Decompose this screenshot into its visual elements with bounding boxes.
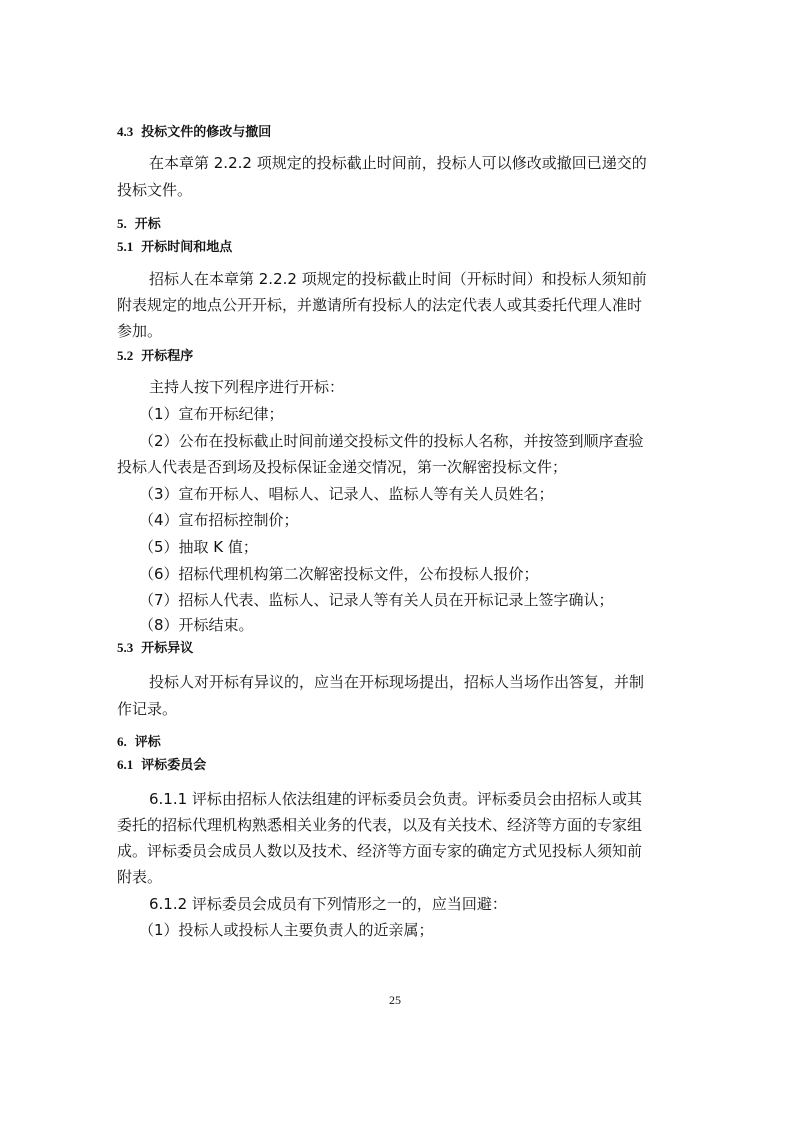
paragraph-line: 主持人按下列程序进行开标： <box>149 378 345 396</box>
list-item: （6）招标代理机构第二次解密投标文件，公布投标人报价； <box>139 565 539 583</box>
paragraph-line: 作记录。 <box>117 700 178 718</box>
list-item: （1）投标人或投标人主要负责人的近亲属； <box>139 921 434 939</box>
paragraph-line: 6.1.1 评标由招标人依法组建的评标委员会负责。评标委员会由招标人或其 <box>149 790 642 808</box>
section-number: 5.1 <box>117 239 134 254</box>
paragraph-line: 招标人在本章第 2.2.2 项规定的投标截止时间（开标时间）和投标人须知前 <box>149 270 647 288</box>
section-heading-5-2 <box>117 345 193 364</box>
paragraph-line: 在本章第 2.2.2 项规定的投标截止时间前，投标人可以修改或撤回已递交的 <box>149 154 647 172</box>
section-title: 投标文件的修改与撤回 <box>141 125 272 140</box>
section-heading-4-3 <box>117 121 271 140</box>
section-title: 开标程序 <box>141 349 194 364</box>
section-heading-5 <box>117 213 161 232</box>
section-title: 评标 <box>134 735 161 750</box>
paragraph-line: 成。评标委员会成员人数以及技术、经济等方面专家的确定方式见投标人须知前 <box>117 842 643 860</box>
section-number: 5.2 <box>117 348 134 363</box>
section-heading-5-3 <box>117 637 193 656</box>
section-heading-6 <box>117 731 161 750</box>
section-title: 开标异议 <box>141 641 194 656</box>
section-title: 开标 <box>134 217 161 232</box>
section-number: 6. <box>117 734 127 749</box>
section-number: 5. <box>117 216 127 231</box>
paragraph-line: 参加。 <box>117 322 163 340</box>
paragraph-line: 委托的招标代理机构熟悉相关业务的代表，以及有关技术、经济等方面的专家组 <box>117 816 643 834</box>
section-heading-6-1 <box>117 754 206 773</box>
list-item: （7）招标人代表、监标人、记录人等有关人员在开标记录上签字确认； <box>139 591 614 609</box>
paragraph-line: 6.1.2 评标委员会成员有下列情形之一的，应当回避： <box>149 895 507 913</box>
section-number: 6.1 <box>117 757 134 772</box>
section-number: 5.3 <box>117 640 134 655</box>
paragraph-line: 投标文件。 <box>117 181 193 199</box>
section-title: 开标时间和地点 <box>141 240 233 255</box>
page-number: 25 <box>389 993 401 1007</box>
paragraph-line: 投标人对开标有异议的，应当在开标现场提出，招标人当场作出答复，并制 <box>149 673 645 691</box>
section-heading-5-1 <box>117 236 232 255</box>
list-item: （1）宣布开标纪律； <box>139 405 284 423</box>
list-item: （2）公布在投标截止时间前递交投标文件的投标人名称，并按签到顺序查验 <box>139 432 644 450</box>
section-number: 4.3 <box>117 124 134 139</box>
list-item: （5）抽取 K 值； <box>139 538 258 556</box>
list-item: （3）宣布开标人、唱标人、记录人、监标人等有关人员姓名； <box>139 485 554 503</box>
list-item: （4）宣布招标控制价； <box>139 511 299 529</box>
paragraph-line: 投标人代表是否到场及投标保证金递交情况，第一次解密投标文件； <box>117 458 568 476</box>
section-title: 评标委员会 <box>141 758 207 773</box>
paragraph-line: 附表规定的地点公开开标，并邀请所有投标人的法定代表人或其委托代理人准时 <box>117 296 643 314</box>
paragraph-line: 附表。 <box>117 868 163 886</box>
list-item: （8）开标结束。 <box>139 616 254 634</box>
